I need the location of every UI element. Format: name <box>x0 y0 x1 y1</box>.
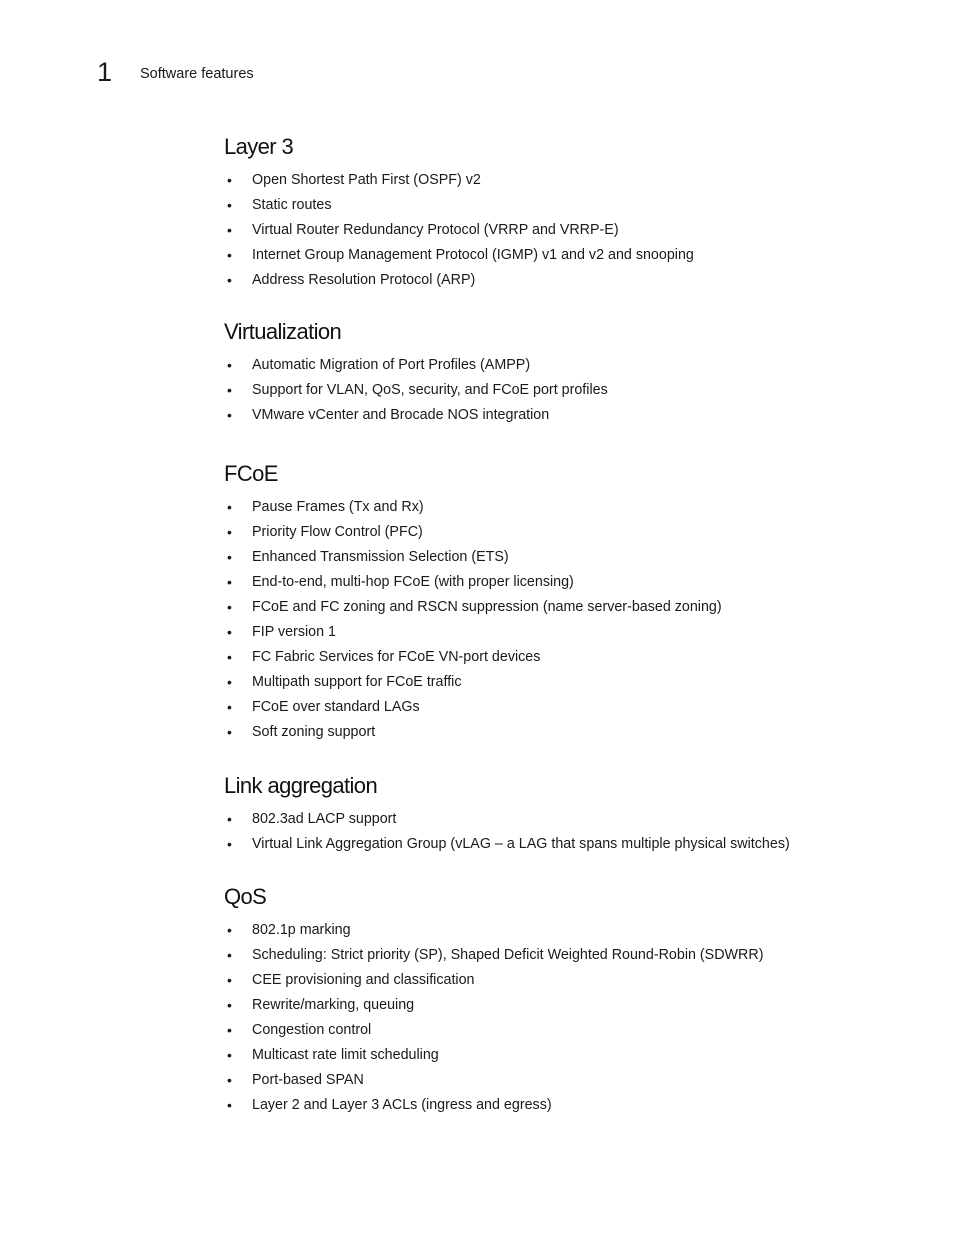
bullet-icon: • <box>227 674 232 690</box>
list-item <box>224 378 864 403</box>
bullet-icon: • <box>227 357 232 373</box>
bullet-icon: • <box>227 724 232 740</box>
bullet-icon: • <box>227 836 232 852</box>
list-item-text: Open Shortest Path First (OSPF) v2 <box>252 172 481 188</box>
bullet-icon: • <box>227 599 232 615</box>
list-item-text: Virtual Router Redundancy Protocol (VRRP and VRRP-E) <box>252 222 619 238</box>
list-item <box>224 243 864 268</box>
bullet-icon: • <box>227 997 232 1013</box>
bullet-icon: • <box>227 407 232 423</box>
section-layer-3 <box>224 131 864 293</box>
list-item-text: FCoE over standard LAGs <box>252 699 420 715</box>
bullet-icon: • <box>227 172 232 188</box>
section-heading: Layer 3 <box>224 134 294 159</box>
list-item-text: Priority Flow Control (PFC) <box>252 524 423 540</box>
list-item <box>224 620 864 645</box>
list-item-text: Static routes <box>252 197 332 213</box>
list-item <box>224 918 864 943</box>
list-item <box>224 720 864 745</box>
list-item-text: 802.3ad LACP support <box>252 811 397 827</box>
bullet-icon: • <box>227 524 232 540</box>
section-virtualization <box>224 316 864 428</box>
list-item <box>224 832 864 857</box>
list-item <box>224 193 864 218</box>
bullet-icon: • <box>227 574 232 590</box>
section-heading: Link aggregation <box>224 773 378 798</box>
list-item <box>224 218 864 243</box>
list-item <box>224 943 864 968</box>
list-item-text: Layer 2 and Layer 3 ACLs (ingress and egress) <box>252 1097 552 1113</box>
bullet-icon: • <box>227 699 232 715</box>
list-item <box>224 403 864 428</box>
list-item <box>224 670 864 695</box>
bullet-icon: • <box>227 247 232 263</box>
bullet-icon: • <box>227 1097 232 1113</box>
page-header <box>97 56 254 88</box>
section-fcoe <box>224 458 864 745</box>
list-item <box>224 545 864 570</box>
list-item-text: Enhanced Transmission Selection (ETS) <box>252 549 509 565</box>
bullet-icon: • <box>227 922 232 938</box>
section-heading: Virtualization <box>224 319 342 344</box>
list-item <box>224 645 864 670</box>
bullet-icon: • <box>227 1047 232 1063</box>
list-item <box>224 268 864 293</box>
bullet-list <box>224 807 864 857</box>
list-item-text: Pause Frames (Tx and Rx) <box>252 499 424 515</box>
bullet-icon: • <box>227 947 232 963</box>
list-item <box>224 495 864 520</box>
list-item-text: Multipath support for FCoE traffic <box>252 674 462 690</box>
list-item <box>224 1018 864 1043</box>
bullet-icon: • <box>227 499 232 515</box>
running-title: Software features <box>140 65 254 82</box>
list-item-text: Virtual Link Aggregation Group (vLAG – a LAG that spans multiple physical switches) <box>252 836 790 852</box>
list-item <box>224 1093 864 1118</box>
list-item-text: VMware vCenter and Brocade NOS integration <box>252 407 550 423</box>
section-heading: FCoE <box>224 461 278 486</box>
list-item <box>224 968 864 993</box>
bullet-icon: • <box>227 1022 232 1038</box>
list-item <box>224 1043 864 1068</box>
section-heading: QoS <box>224 884 267 909</box>
list-item-text: FCoE and FC zoning and RSCN suppression (name server-based zoning) <box>252 599 722 615</box>
list-item-text: Multicast rate limit scheduling <box>252 1047 439 1063</box>
list-item-text: Port-based SPAN <box>252 1072 364 1088</box>
bullet-icon: • <box>227 549 232 565</box>
bullet-icon: • <box>227 624 232 640</box>
list-item-text: End-to-end, multi-hop FCoE (with proper licensing) <box>252 574 574 590</box>
bullet-list <box>224 353 864 428</box>
list-item-text: 802.1p marking <box>252 922 351 938</box>
list-item <box>224 1068 864 1093</box>
list-item <box>224 353 864 378</box>
bullet-icon: • <box>227 811 232 827</box>
bullet-list <box>224 168 864 293</box>
bullet-list <box>224 495 864 745</box>
list-item-text: Address Resolution Protocol (ARP) <box>252 272 476 288</box>
bullet-list <box>224 918 864 1118</box>
list-item <box>224 993 864 1018</box>
list-item-text: FIP version 1 <box>252 624 336 640</box>
list-item-text: CEE provisioning and classification <box>252 972 475 988</box>
chapter-number: 1 <box>97 57 113 87</box>
bullet-icon: • <box>227 1072 232 1088</box>
list-item <box>224 807 864 832</box>
list-item-text: Scheduling: Strict priority (SP), Shaped Deficit Weighted Round-Robin (SDWRR) <box>252 947 764 963</box>
list-item <box>224 695 864 720</box>
bullet-icon: • <box>227 649 232 665</box>
bullet-icon: • <box>227 382 232 398</box>
bullet-icon: • <box>227 197 232 213</box>
bullet-icon: • <box>227 222 232 238</box>
list-item-text: Internet Group Management Protocol (IGMP) v1 and v2 and snooping <box>252 247 694 263</box>
section-qos <box>224 881 864 1118</box>
list-item <box>224 570 864 595</box>
section-link-aggregation <box>224 770 864 857</box>
bullet-icon: • <box>227 272 232 288</box>
list-item <box>224 520 864 545</box>
list-item <box>224 168 864 193</box>
list-item-text: Soft zoning support <box>252 724 376 740</box>
list-item-text: Rewrite/marking, queuing <box>252 997 415 1013</box>
list-item-text: Automatic Migration of Port Profiles (AMPP) <box>252 357 531 373</box>
bullet-icon: • <box>227 972 232 988</box>
list-item <box>224 595 864 620</box>
list-item-text: FC Fabric Services for FCoE VN-port devices <box>252 649 541 665</box>
page-content <box>224 131 864 1141</box>
list-item-text: Congestion control <box>252 1022 372 1038</box>
list-item-text: Support for VLAN, QoS, security, and FCoE port profiles <box>252 382 608 398</box>
